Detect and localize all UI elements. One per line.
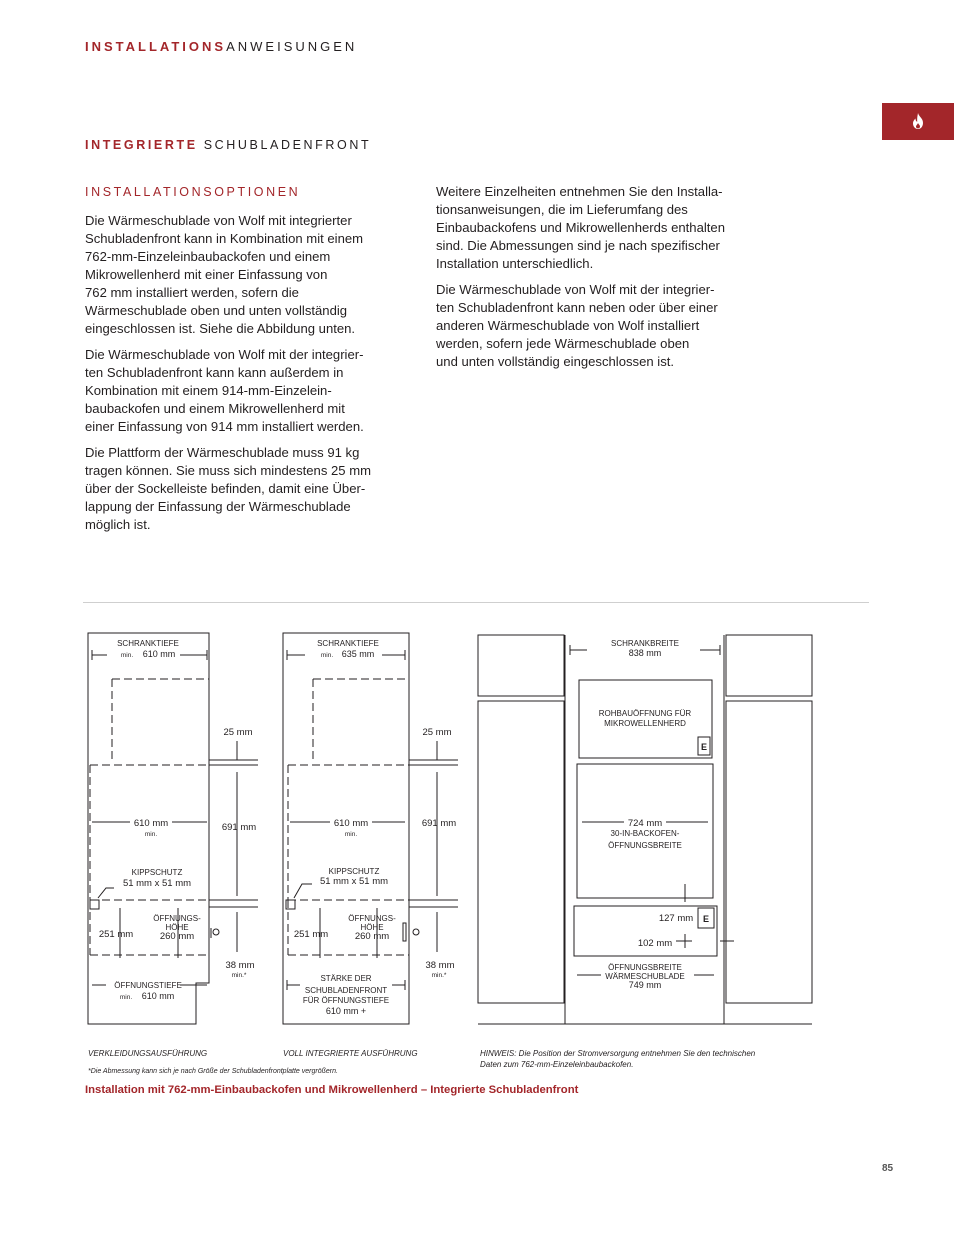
paragraph: Die Plattform der Wärmeschublade muss 91 kg tragen können. Sie muss sich mindestens 25 mm über der Sockelleiste befinden, damit eine Über- lappung der Einfassung der Wärmeschublade möglich ist. xyxy=(85,445,372,532)
label-backofen: ÖFFNUNGSBREITE xyxy=(608,841,682,850)
label-staerke: SCHUBLADENFRONT xyxy=(304,986,388,995)
paragraph: Die Wärmeschublade von Wolf mit der integrier- ten Schubladenfront kann neben oder über einer anderen Wärmeschublade von Wolf installiert werden, sofern jede Wärmeschublade oben und unten vollständig eingeschlossen ist. xyxy=(436,282,718,369)
label-rohbauoeffnung: MIKROWELLENHERD xyxy=(604,719,686,728)
label-oeffnungstiefe-value: 610 mm xyxy=(141,991,175,1001)
label-min: min. xyxy=(320,652,334,659)
label-schranktiefe: SCHRANKTIEFE xyxy=(117,639,179,648)
label-25mm: 25 mm xyxy=(422,727,452,738)
page-number: 85 xyxy=(882,1163,894,1174)
label-e-marker: E xyxy=(700,742,708,752)
label-kippschutz-value: 51 mm x 51 mm xyxy=(319,876,389,887)
label-schranktiefe: SCHRANKTIEFE xyxy=(317,639,379,648)
label-oeffnungshoehe: HÖHE xyxy=(360,923,384,932)
paragraph: Die Wärmeschublade von Wolf mit integrierter Schubladenfront kann in Kombination mit einem 762-mm-Einzeleinbaubackofen und einem Mikrowellenherd mit einer Einfassung von 762 mm installiert werden, sofern die Wärmeschublade oben und unten vollständig eingeschlossen ist. Siehe die Abbildung unten. xyxy=(85,213,364,336)
label-260mm: 260 mm xyxy=(354,931,390,942)
label-rohbauoeffnung: ROHBAUÖFFNUNG FÜR xyxy=(598,709,692,718)
label-kippschutz: KIPPSCHUTZ xyxy=(131,868,183,877)
label-min: min.* xyxy=(231,972,247,979)
label-schrankbreite-value: 838 mm xyxy=(628,648,662,658)
label-schranktiefe-value: 610 mm xyxy=(142,649,176,659)
label-691mm: 691 mm xyxy=(421,818,457,829)
label-251mm: 251 mm xyxy=(293,929,329,940)
paragraph: Weitere Einzelheiten entnehmen Sie den Installa- tionsanweisungen, die im Lieferumfang des Einbaubackofens und Mikrowellenherds enthalten sind. Die Abmessungen sind je nach spezifischer Installation unterschiedlich. xyxy=(436,184,725,271)
label-127mm: 127 mm xyxy=(658,913,694,924)
label-min: min. xyxy=(144,831,158,838)
figure-caption: Installation mit 762-mm-Einbaubackofen und Mikrowellenherd – Integrierte Schubladenfront xyxy=(85,1084,579,1096)
label-staerke-value: 610 mm + xyxy=(325,1006,367,1016)
label-schranktiefe-value: 635 mm xyxy=(341,649,375,659)
label-e-marker: E xyxy=(702,914,710,924)
footnote: *Die Abmessung kann sich je nach Größe der Schubladenfrontplatte vergrößern. xyxy=(88,1068,338,1075)
header-bold: INSTALLATIONS xyxy=(85,39,227,54)
label-min: min. xyxy=(344,831,358,838)
caption-verkleidung: VERKLEIDUNGSAUSFÜHRUNG xyxy=(88,1049,208,1058)
label-oeffnungshoehe: ÖFFNUNGS- xyxy=(153,914,201,923)
label-102mm: 102 mm xyxy=(637,938,673,949)
label-691mm: 691 mm xyxy=(221,822,257,833)
label-610mm: 610 mm xyxy=(133,818,169,829)
label-260mm: 260 mm xyxy=(159,931,195,942)
label-schrankbreite: SCHRANKBREITE xyxy=(610,639,680,648)
label-38mm: 38 mm xyxy=(225,960,255,971)
subheading: INSTALLATIONSOPTIONEN xyxy=(85,185,301,199)
label-oeffnungsbreite-value: 749 mm xyxy=(628,980,662,990)
label-25mm: 25 mm xyxy=(223,727,253,738)
label-oeffnungshoehe: ÖFFNUNGS- xyxy=(348,914,396,923)
label-min: min. xyxy=(120,652,134,659)
label-724mm: 724 mm xyxy=(627,818,663,829)
label-kippschutz: KIPPSCHUTZ xyxy=(328,867,380,876)
caption-hinweis: HINWEIS: Die Position der Stromversorgung entnehmen Sie den technischen Daten zum 762-mm-Einzeleinbaubackofen. xyxy=(480,1049,756,1069)
caption-voll-integriert: VOLL INTEGRIERTE AUSFÜHRUNG xyxy=(283,1049,418,1058)
label-min: min.* xyxy=(431,972,447,979)
label-min: min. xyxy=(119,994,133,1001)
header-normal: ANWEISUNGEN xyxy=(226,39,358,54)
section-bold: INTEGRIERTE xyxy=(85,138,198,152)
label-251mm: 251 mm xyxy=(98,929,134,940)
label-610mm: 610 mm xyxy=(333,818,369,829)
label-oeffnungstiefe: ÖFFNUNGSTIEFE xyxy=(114,981,182,990)
label-oeffnungsbreite: WÄRMESCHUBLADE xyxy=(605,972,685,981)
section-normal: SCHUBLADENFRONT xyxy=(203,138,372,152)
label-kippschutz-value: 51 mm x 51 mm xyxy=(122,878,192,889)
label-38mm: 38 mm xyxy=(425,960,455,971)
label-oeffnungsbreite: ÖFFNUNGSBREITE xyxy=(608,963,682,972)
label-staerke: STÄRKE DER xyxy=(320,974,372,983)
label-backofen: 30-IN-BACKOFEN- xyxy=(610,829,680,838)
paragraph: Die Wärmeschublade von Wolf mit der integrier- ten Schubladenfront kann kann außerdem in Kombination mit einem 914-mm-Einzelein- baubackofen und einem Mikrowellenherd mit einer Einfassung von 914 mm installiert werden. xyxy=(85,347,364,434)
label-oeffnungshoehe: HÖHE xyxy=(165,923,189,932)
label-staerke: FÜR ÖFFNUNGSTIEFE xyxy=(302,996,390,1005)
